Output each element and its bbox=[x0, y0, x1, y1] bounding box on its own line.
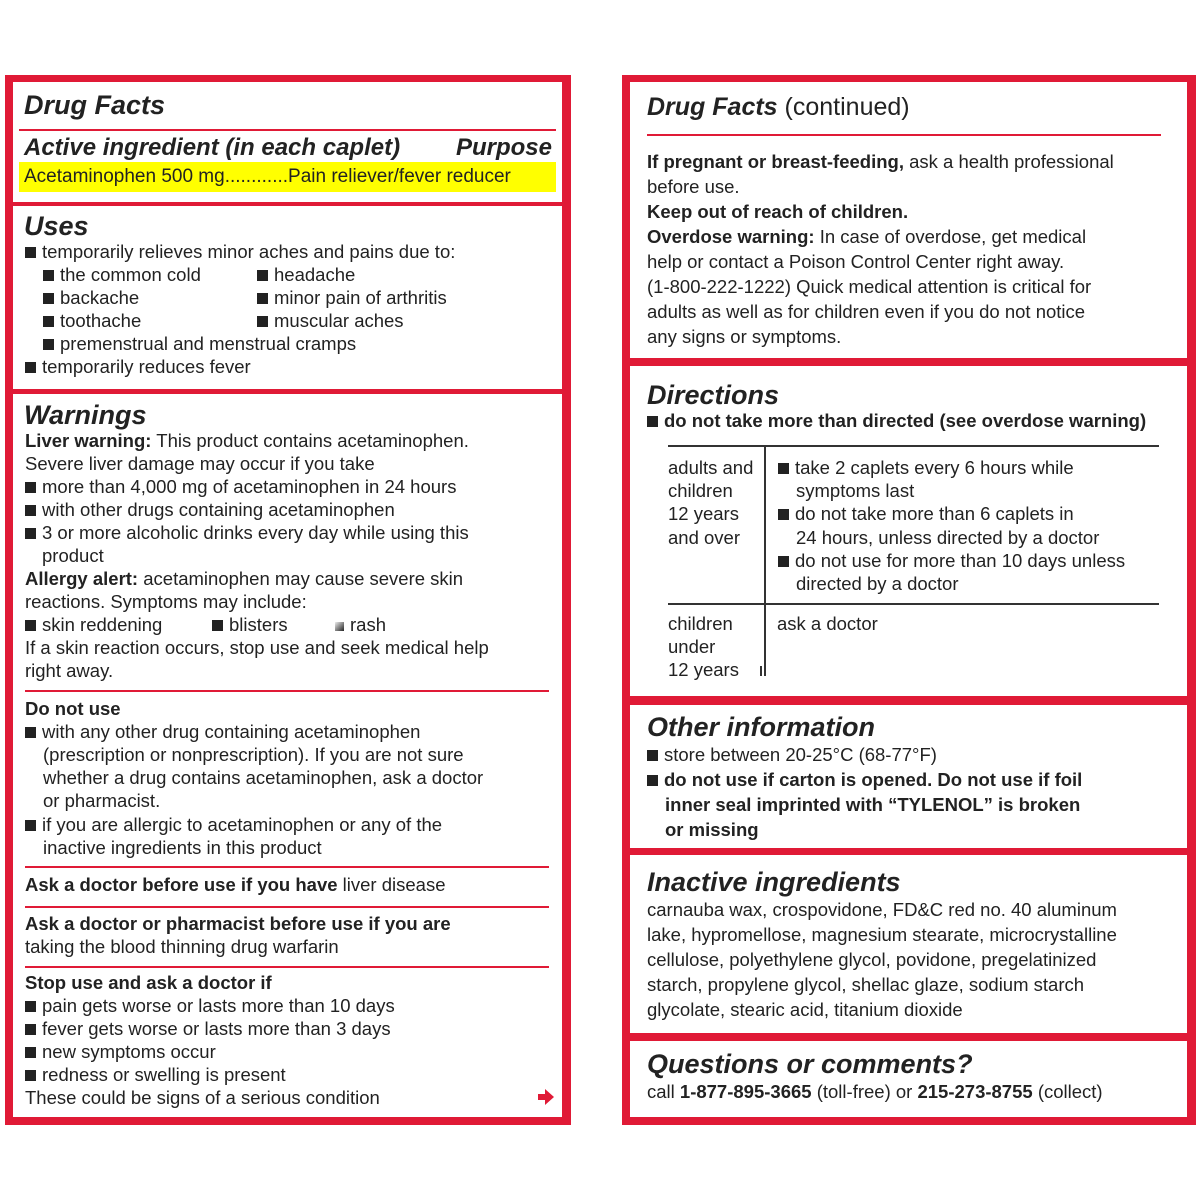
questions-title: Questions or comments? bbox=[647, 1049, 973, 1079]
overdose-line: any signs or symptoms. bbox=[647, 326, 842, 347]
overdose-line: adults as well as for children even if you do not notice bbox=[647, 301, 1086, 322]
directions-what: take 2 caplets every 6 hours while symptoms last do not take more than 6 caplets in 24 hours, unless directed by a doctor do not use for more than 10 days unless directed by a doctor bbox=[778, 456, 1125, 595]
divider bbox=[25, 906, 549, 908]
allergy-alert: Allergy alert: acetaminophen may cause severe skin bbox=[25, 568, 464, 589]
liver-item-cont: product bbox=[42, 545, 104, 566]
use-item: headache bbox=[257, 263, 355, 286]
inactive-ingredients-section bbox=[630, 855, 1187, 1033]
divider bbox=[25, 690, 549, 692]
overdose-warning: Overdose warning: In case of overdose, get medical bbox=[647, 226, 1087, 247]
drug-facts-continued-title: Drug Facts (continued) bbox=[647, 93, 910, 121]
left-panel bbox=[5, 75, 571, 1125]
dnu-line: (prescription or nonprescription). If you are not sure bbox=[43, 744, 464, 765]
carton-warning: do not use if carton is opened. Do not use if foil bbox=[647, 767, 1082, 792]
drug-facts-title: Drug Facts bbox=[24, 90, 166, 120]
warnings-title: Warnings bbox=[24, 400, 147, 430]
allergy-alert-cont: reactions. Symptoms may include: bbox=[25, 591, 307, 612]
inactive-line: glycolate, stearic acid, titanium dioxide bbox=[647, 999, 963, 1020]
carton-warning-cont: or missing bbox=[665, 819, 759, 840]
divider bbox=[19, 129, 556, 131]
inactive-line: carnauba wax, crospovidone, FD&C red no. 40 aluminum bbox=[647, 899, 1117, 920]
ingredient-name: Acetaminophen 500 mg bbox=[24, 166, 225, 187]
table-row-rule bbox=[668, 603, 1159, 605]
liver-item: 3 or more alcoholic drinks every day while using this bbox=[25, 521, 469, 544]
inactive-ingredients-title: Inactive ingredients bbox=[647, 867, 901, 897]
overdose-line: (1-800-222-1222) Quick medical attention is critical for bbox=[647, 276, 1092, 297]
symptom-item: blisters bbox=[212, 613, 288, 636]
use-item: the common cold bbox=[43, 263, 201, 286]
liver-warning: Liver warning: This product contains acetaminophen. bbox=[25, 430, 469, 451]
carton-warning-cont: inner seal imprinted with “TYLENOL” is broken bbox=[665, 794, 1081, 815]
use-item: toothache bbox=[43, 309, 141, 332]
stop-item: redness or swelling is present bbox=[25, 1063, 286, 1086]
questions-section bbox=[630, 1041, 1187, 1117]
directions-intro: do not take more than directed (see overdose warning) bbox=[647, 409, 1146, 432]
skin-reaction-text-cont: right away. bbox=[25, 660, 114, 681]
ingredient-dots: ............ bbox=[224, 166, 289, 187]
ask-pharmacist-text: taking the blood thinning drug warfarin bbox=[25, 936, 339, 957]
use-item: premenstrual and menstrual cramps bbox=[43, 332, 356, 355]
keep-out-reach: Keep out of reach of children. bbox=[647, 201, 909, 222]
dnu-line: if you are allergic to acetaminophen or any of the bbox=[25, 813, 442, 836]
uses-title: Uses bbox=[24, 211, 89, 241]
pregnancy-warning: If pregnant or breast-feeding, ask a health professional bbox=[647, 151, 1114, 172]
ask-doctor: Ask a doctor before use if you have liver disease bbox=[25, 874, 446, 895]
table-column-divider bbox=[764, 446, 766, 676]
liver-item: with other drugs containing acetaminophen bbox=[25, 498, 395, 521]
stop-item: fever gets worse or lasts more than 3 days bbox=[25, 1017, 391, 1040]
active-ingredient-label: Active ingredient (in each caplet) bbox=[24, 134, 401, 161]
other-information-section bbox=[630, 705, 1187, 848]
directions-who: adults and children 12 years and over bbox=[668, 457, 754, 548]
symptom-item: skin reddening bbox=[25, 613, 162, 636]
ingredient-purpose: Pain reliever/fever reducer bbox=[288, 166, 511, 187]
stop-item: new symptoms occur bbox=[25, 1040, 216, 1063]
drug-facts-header-section bbox=[13, 82, 562, 202]
stop-use-title: Stop use and ask a doctor if bbox=[25, 972, 272, 993]
do-not-use-title: Do not use bbox=[25, 698, 121, 719]
dnu-line: whether a drug contains acetaminophen, ask a doctor bbox=[43, 767, 484, 788]
other-information-title: Other information bbox=[647, 712, 875, 742]
liver-warning-cont: Severe liver damage may occur if you take bbox=[25, 453, 375, 474]
stop-item: pain gets worse or lasts more than 10 days bbox=[25, 994, 395, 1017]
stop-final: These could be signs of a serious condition bbox=[25, 1087, 380, 1108]
inactive-line: lake, hypromellose, magnesium stearate, microcrystalline bbox=[647, 924, 1117, 945]
continued-section bbox=[630, 82, 1187, 358]
warnings-section bbox=[13, 394, 562, 1117]
purpose-label: Purpose bbox=[455, 134, 552, 161]
directions-section bbox=[630, 366, 1187, 696]
liver-item: more than 4,000 mg of acetaminophen in 24 hours bbox=[25, 475, 456, 498]
uses-last: temporarily reduces fever bbox=[25, 355, 251, 378]
uses-intro: temporarily relieves minor aches and pains due to: bbox=[25, 240, 455, 263]
directions-title: Directions bbox=[647, 380, 780, 410]
storage-info: store between 20-25°C (68-77°F) bbox=[647, 742, 937, 767]
right-panel bbox=[622, 75, 1196, 1125]
toll-free-phone[interactable]: 1-877-895-3665 bbox=[679, 1081, 812, 1102]
inactive-line: cellulose, polyethylene glycol, povidone, pregelatinized bbox=[647, 949, 1097, 970]
use-item: backache bbox=[43, 286, 139, 309]
skin-reaction-text: If a skin reaction occurs, stop use and seek medical help bbox=[25, 637, 489, 658]
divider bbox=[25, 866, 549, 868]
symptom-item: rash bbox=[335, 613, 386, 636]
collect-phone[interactable]: 215-273-8755 bbox=[917, 1081, 1033, 1102]
ask-pharmacist: Ask a doctor or pharmacist before use if you are bbox=[25, 913, 451, 934]
dnu-line: with any other drug containing acetaminophen bbox=[25, 720, 420, 743]
dnu-line: or pharmacist. bbox=[43, 790, 161, 811]
divider bbox=[647, 134, 1161, 136]
ingredient-line bbox=[24, 165, 511, 189]
dnu-line: inactive ingredients in this product bbox=[43, 837, 322, 858]
uses-section bbox=[13, 206, 562, 389]
pregnancy-warning-cont: before use. bbox=[647, 176, 740, 197]
divider bbox=[25, 966, 549, 968]
continue-arrow-icon[interactable] bbox=[536, 1087, 556, 1107]
directions-what: ask a doctor bbox=[777, 613, 878, 634]
directions-who: children under 12 years bbox=[668, 613, 739, 681]
questions-contact: call 1-877-895-3665 (toll-free) or 215-273-8755 (collect) bbox=[647, 1081, 1103, 1102]
table-top-rule bbox=[668, 445, 1159, 447]
use-item: muscular aches bbox=[257, 309, 404, 332]
use-item: minor pain of arthritis bbox=[257, 286, 447, 309]
inactive-line: starch, propylene glycol, shellac glaze, sodium starch bbox=[647, 974, 1085, 995]
overdose-line: help or contact a Poison Control Center right away. bbox=[647, 251, 1065, 272]
table-left-stub bbox=[760, 666, 762, 676]
